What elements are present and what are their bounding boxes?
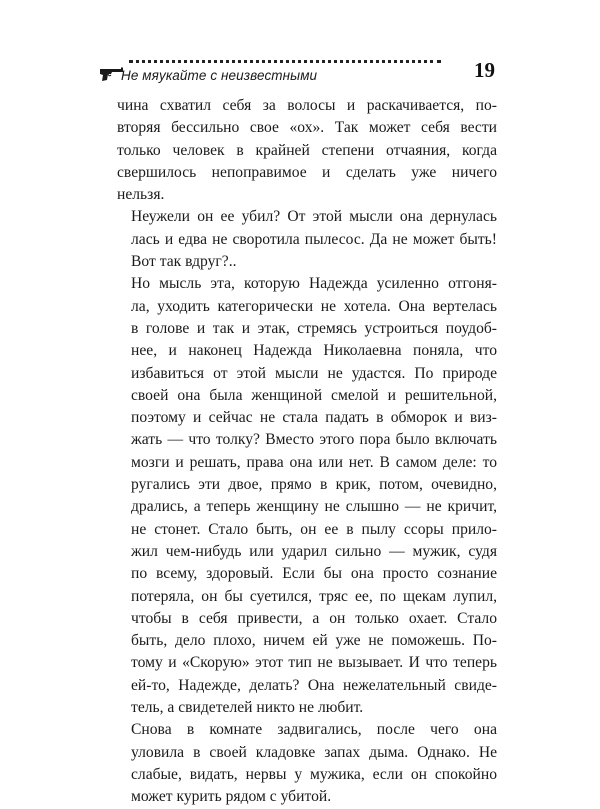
text-line: жил чем-нибудь или ударил сильно — мужик, судя [131, 542, 497, 560]
text-line: лась и едва не своротила пылесос. Да не может быть! [131, 230, 497, 248]
text-line: жать — что толку? Вместо этого пора было включать [131, 431, 497, 449]
text-line: нельзя. [117, 186, 165, 204]
text-line: Вот так вдруг?.. [131, 253, 237, 271]
text-line: уловила в своей кладовке запах дыма. Однако. Не [131, 743, 497, 761]
text-line: слабые, видать, нервы у мужика, если он спокойно [131, 765, 497, 783]
paragraph [117, 273, 497, 719]
text-line: нее, и наконец Надежда Николаевна поняла, что [131, 342, 497, 360]
paragraph [117, 95, 497, 206]
paragraph [117, 719, 497, 808]
text-line: мозги и решать, права она или нет. В самом деле: то [131, 453, 497, 471]
body-text [117, 95, 497, 809]
text-line: Снова в комнате задвигались, после чего она [131, 721, 497, 739]
running-title: Не мяукайте с неизвестными [121, 68, 318, 83]
header-dotted-rule [129, 60, 441, 63]
text-line: только человек в крайней степени отчаяния, когда [117, 141, 497, 159]
text-line: избавиться от этой мысли не удастся. По природе [131, 364, 497, 382]
text-line: ла, уходить категорически не хотела. Она вертелась [131, 297, 497, 315]
text-line: дрались, а теперь женщину не слышно — не кричит, [131, 498, 497, 516]
text-line: ругались эти двое, прямо в крик, потом, очевидно, [131, 476, 497, 494]
text-line: тель, а свидетелей никто не любит. [131, 699, 364, 717]
text-line: вторяя бессильно свое «ох». Так может себя вести [117, 119, 497, 137]
running-header [99, 56, 497, 88]
text-line: Неужели он ее убил? От этой мысли она дернулась [131, 208, 497, 226]
text-line: своей она была женщиной смелой и решительной, [131, 386, 497, 404]
text-line: по всему, здоровый. Если бы она просто сознание [131, 565, 497, 583]
paragraph [117, 206, 497, 273]
text-line: Но мысль эта, которую Надежда усиленно отгоня- [131, 275, 497, 293]
text-line: в голове и так и этак, стремясь устроиться поудоб- [131, 319, 497, 337]
text-line: может курить рядом с убитой. [131, 788, 332, 806]
text-line: не стонет. Стало быть, он ее в пылу ссоры прило- [131, 520, 497, 538]
text-line: тому и «Скорую» этот тип не вызывает. И что теперь [131, 654, 497, 672]
text-line: чина схватил себя за волосы и раскачивается, по- [117, 97, 497, 114]
text-line: потеряла, он бы суетился, тряс ее, по щекам лупил, [131, 587, 497, 605]
text-line: поэтому и сейчас не стала падать в обморок и виз- [131, 409, 497, 427]
text-line: чтобы в себя привести, а он только охает. Стало [131, 609, 497, 627]
text-line: быть, дело плохо, ничем ей уже не поможешь. По- [131, 632, 497, 650]
page-number: 19 [474, 58, 495, 82]
text-line: свершилось непоправимое и сделать уже ничего [117, 163, 497, 181]
text-line: ей-то, Надежде, делать? Она нежелательный свиде- [131, 676, 497, 694]
